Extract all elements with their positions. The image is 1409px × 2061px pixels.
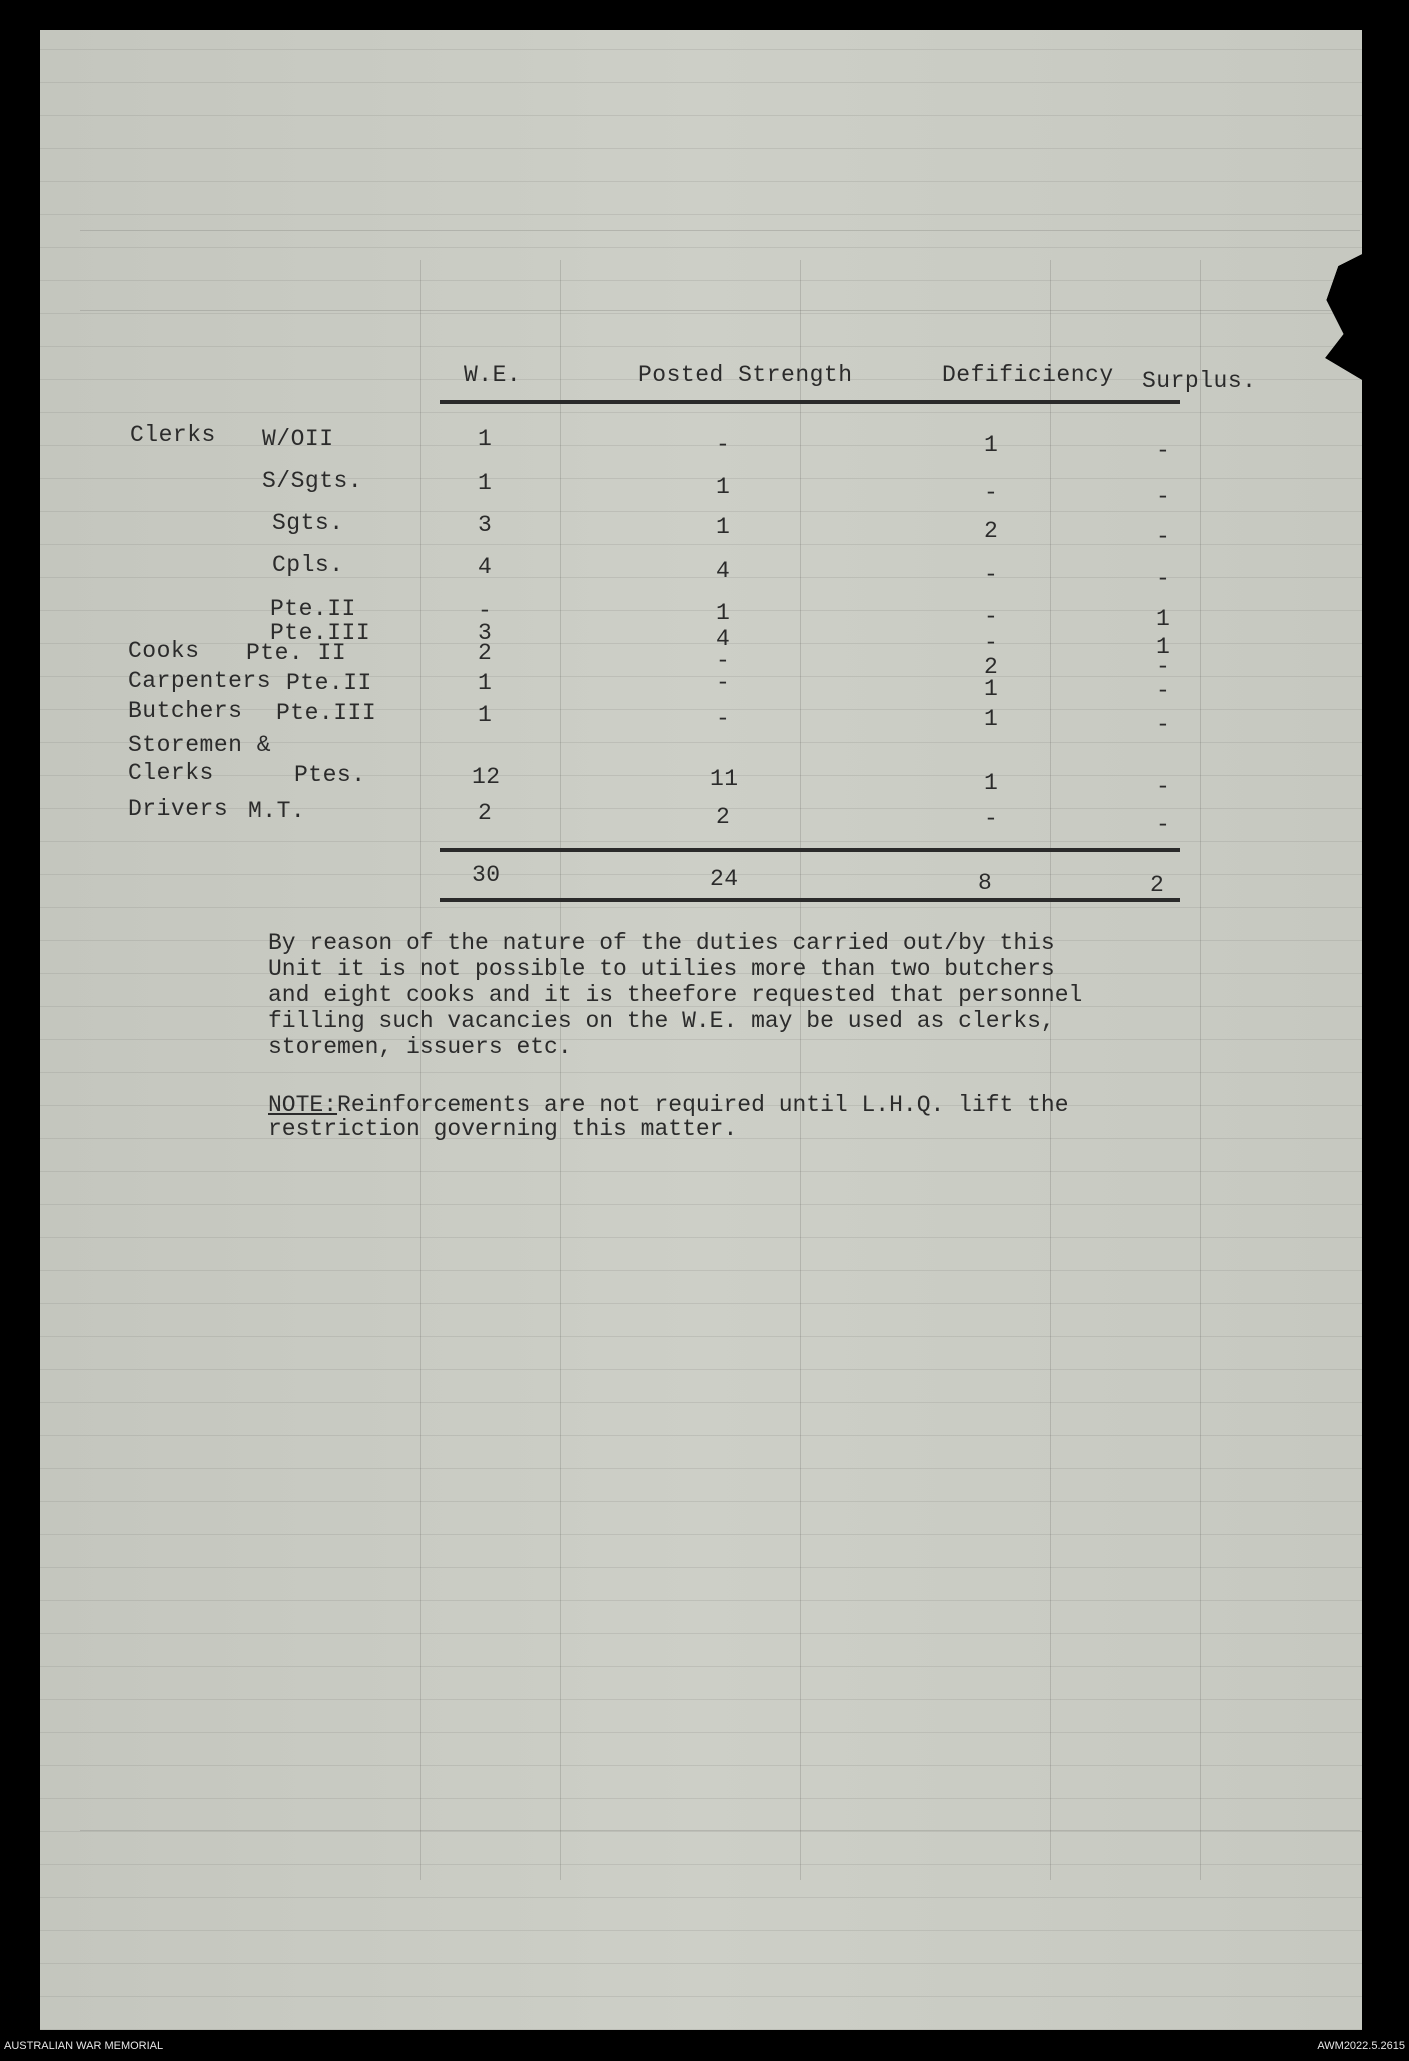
ghost-line — [80, 1830, 1360, 1831]
row-rank: W/OII — [262, 426, 334, 452]
row-rank: S/Sgts. — [262, 468, 363, 494]
row-we: 2 — [478, 800, 493, 826]
row-posted: - — [716, 432, 731, 458]
totals-rule-bottom — [440, 898, 1180, 902]
row-rank: Ptes. — [294, 762, 366, 788]
row-deficiency: - — [984, 562, 999, 588]
column-header-we: W.E. — [464, 362, 522, 388]
paragraph-line: filling such vacancies on the W.E. may be used as clerks, — [268, 1008, 1055, 1034]
row-surplus: - — [1156, 438, 1171, 464]
row-posted: 1 — [716, 514, 731, 540]
total-surplus: 2 — [1150, 872, 1165, 898]
row-posted: - — [716, 648, 731, 674]
row-rank: Pte.III — [276, 700, 377, 726]
row-posted: 4 — [716, 626, 731, 652]
row-category: Cooks — [128, 638, 200, 664]
row-category: Storemen & — [128, 732, 272, 758]
row-deficiency: 2 — [984, 654, 999, 680]
row-category: Clerks — [128, 760, 214, 786]
paragraph-line: Unit it is not possible to utilies more than two butchers — [268, 956, 1055, 982]
row-deficiency: 2 — [984, 518, 999, 544]
row-surplus: - — [1156, 812, 1171, 838]
row-surplus: - — [1156, 524, 1171, 550]
row-we: 4 — [478, 554, 493, 580]
paragraph-line: and eight cooks and it is theefore requested that personnel — [268, 982, 1083, 1008]
row-rank: Sgts. — [272, 510, 344, 536]
row-deficiency: 1 — [984, 432, 999, 458]
row-posted: 1 — [716, 600, 731, 626]
ghost-line — [80, 230, 1360, 231]
ghost-line — [420, 260, 421, 1880]
row-deficiency: - — [984, 630, 999, 656]
ghost-line — [1200, 260, 1201, 1880]
row-we: - — [478, 598, 493, 624]
row-we: 1 — [478, 670, 493, 696]
row-deficiency: - — [984, 604, 999, 630]
row-category: Clerks — [130, 422, 216, 448]
row-surplus: - — [1156, 678, 1171, 704]
row-surplus: 1 — [1156, 606, 1171, 632]
paragraph-line: storemen, issuers etc. — [268, 1034, 572, 1060]
row-posted: 2 — [716, 804, 731, 830]
note-label: NOTE: — [268, 1092, 338, 1118]
row-category: Butchers — [128, 698, 243, 724]
row-surplus: - — [1156, 654, 1171, 680]
row-deficiency: 1 — [984, 706, 999, 732]
row-category: Carpenters — [128, 668, 272, 694]
row-rank: Pte.III — [270, 620, 371, 646]
row-rank: Pte.II — [286, 670, 372, 696]
ghost-line — [800, 260, 801, 1880]
paragraph-line: By reason of the nature of the duties carried out/by this — [268, 930, 1055, 956]
row-deficiency: 1 — [984, 770, 999, 796]
column-header-surplus: Surplus. — [1142, 368, 1257, 394]
column-header-deficiency: Defificiency — [942, 362, 1114, 388]
row-category: Drivers — [128, 796, 229, 822]
row-surplus: - — [1156, 774, 1171, 800]
archive-credit: AUSTRALIAN WAR MEMORIAL — [4, 2040, 164, 2052]
row-surplus: - — [1156, 566, 1171, 592]
totals-rule-top — [440, 848, 1180, 852]
note-line-1 — [268, 1092, 1069, 1119]
total-posted: 24 — [710, 866, 739, 892]
total-we: 30 — [472, 862, 501, 888]
row-posted: 4 — [716, 558, 731, 584]
row-rank: Cpls. — [272, 552, 344, 578]
row-deficiency: - — [984, 806, 999, 832]
row-we: 12 — [472, 764, 501, 790]
header-rule — [440, 400, 1180, 404]
ghost-line — [560, 260, 561, 1880]
row-deficiency: - — [984, 480, 999, 506]
archive-reference: AWM2022.5.2615 — [1317, 2040, 1405, 2052]
row-we: 2 — [478, 640, 493, 666]
row-surplus: - — [1156, 712, 1171, 738]
note-text: Reinforcements are not required until L.H.Q. lift the — [337, 1092, 1069, 1118]
row-we: 1 — [478, 702, 493, 728]
row-deficiency: 1 — [984, 676, 999, 702]
column-header-posted-strength: Posted Strength — [638, 362, 853, 388]
row-posted: 1 — [716, 474, 731, 500]
row-surplus: - — [1156, 484, 1171, 510]
row-rank: Pte.II — [270, 596, 356, 622]
row-we: 1 — [478, 426, 493, 452]
total-deficiency: 8 — [978, 870, 993, 896]
row-rank: Pte. II — [246, 640, 347, 666]
row-posted: - — [716, 706, 731, 732]
ghost-line — [80, 310, 1360, 311]
row-we: 3 — [478, 620, 493, 646]
row-posted: 11 — [710, 766, 739, 792]
row-we: 3 — [478, 512, 493, 538]
ghost-line — [1050, 260, 1051, 1880]
row-we: 1 — [478, 470, 493, 496]
row-rank: M.T. — [248, 798, 306, 824]
note-line-2: restriction governing this matter. — [268, 1116, 738, 1142]
row-surplus: 1 — [1156, 634, 1171, 660]
row-posted: - — [716, 670, 731, 696]
